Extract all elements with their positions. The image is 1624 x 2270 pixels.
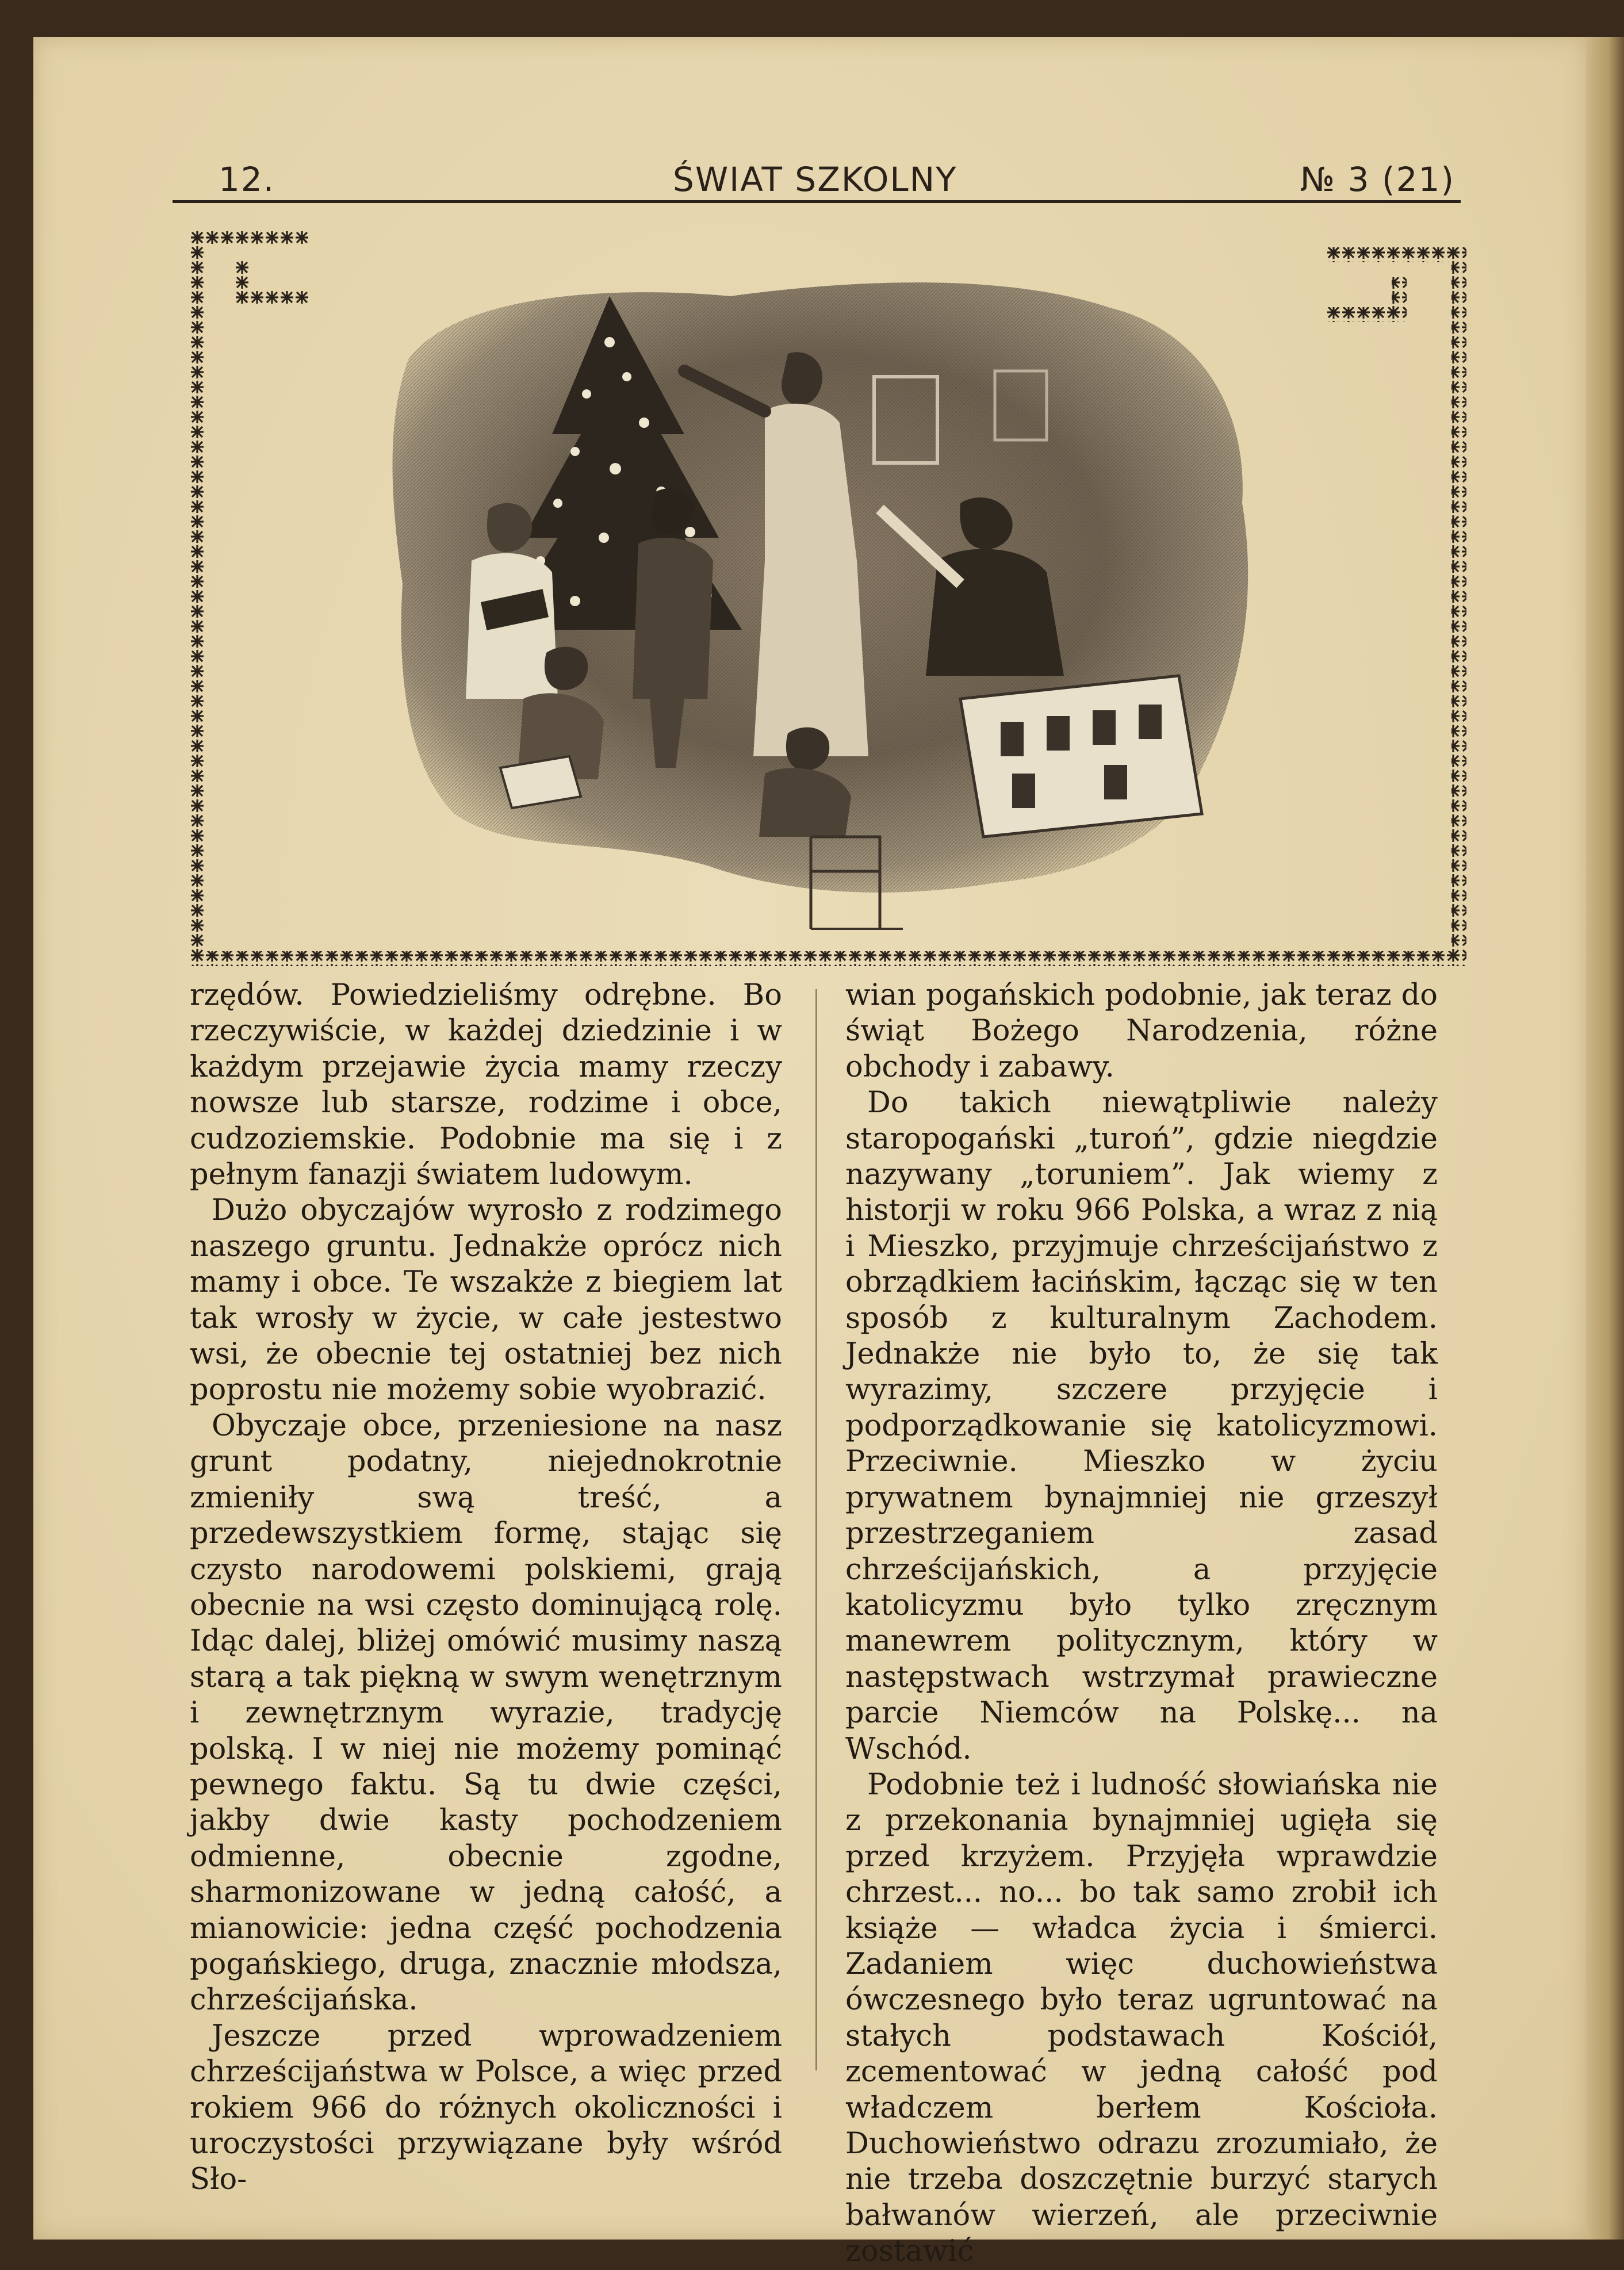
paragraph: rzędów. Powiedzieliśmy odrębne. Bo rzeczywiście, w każdej dziedzinie i w każdym przejawie życia mamy rzeczy nowsze lub starsze, rodzime i obce, cudzoziemskie. Podobnie ma się i z pełnym fanazji światem ludowym. <box>190 978 782 1192</box>
paragraph: Podobnie też i ludność słowiańska nie z przekonania bynajmniej ugięła się przed krzyżem. Przyjęła wprawdzie chrzest... no... bo tak samo zrobił ich książe — władca życia i śmierci. Zadaniem więc duchowieństwa ówczesnego było teraz ugruntować na stałych podstawach Kościół, zcementować w jedną całość pod władczem berłem Kościoła. Duchowieństwo odrazu zrozumiało, że nie trzeba doszczętnie burzyć starych bałwanów wierzeń, ale przeciwnie zostawić <box>845 1767 1438 2269</box>
christmas-tree-engraving-icon <box>385 262 1271 940</box>
left-column <box>190 978 782 2198</box>
page-number: 12. <box>219 160 275 199</box>
column-divider <box>815 989 817 2070</box>
magazine-title: ŚWIAT SZKOLNY <box>673 160 957 199</box>
binding-spine <box>1586 37 1624 2240</box>
paragraph: Obyczaje obce, przeniesione na nasz grunt podatny, niejednokrotnie zmieniły swą treść, a przedewszystkiem formę, stając się czysto narodowemi polskiemi, grają obecnie na wsi często dominującą rolę. Idąc dalej, bliżej omówić musimy naszą starą a tak piękną w swym wenętrznym i zewnętrznym wyrazie, tradycję polską. I w niej nie możemy pominąć pewnego faktu. Są tu dwie części, jakby dwie kasty pochodzeniem odmienne, obecnie zgodne, sharmonizowane w jedną całość, a mianowicie: jedna część pochodzenia pogańskiego, druga, znacznie młodsza, chrześcijańska. <box>190 1408 782 2018</box>
paragraph: wian pogańskich podobnie, jak teraz do świąt Bożego Narodzenia, różne obchody i zabawy. <box>845 978 1438 1084</box>
paragraph: Jeszcze przed wprowadzeniem chrześcijaństwa w Polsce, a więc przed rokiem 966 do różnych okoliczności i uroczystości przywiązane były wśród Sło- <box>190 2019 782 2197</box>
right-column <box>845 978 1438 2270</box>
page-header <box>173 154 1461 203</box>
issue-number: № 3 (21) <box>1300 160 1455 199</box>
paragraph: Dużo obyczajów wyrosło z rodzimego naszego gruntu. Jednakże oprócz nich mamy i obce. Te wszakże z biegiem lat tak wrosły w życie, w całe jestestwo wsi, że obecnie tej ostatniej bez nich poprostu nie możemy sobie wyobrazić. <box>190 1193 782 1407</box>
paragraph: Do takich niewątpliwie należy staropogański „turoń”, gdzie niegdzie nazywany „toruniem”. Jak wiemy z historji w roku 966 Polska, a wraz z nią i Mieszko, przyjmuje chrześcijaństwo z obrządkiem łacińskim, łącząc się w ten sposób z kulturalnym Zachodem. Jednakże nie było to, że się tak wyrazimy, szczere przyjęcie i podporządkowanie się katolicyzmowi. Przeciwnie. Mieszko w życiu prywatnem bynajmniej nie grzeszył przestrzeganiem zasad chrześcijańskich, a przyjęcie katolicyzmu było tylko zręcznym manewrem politycznym, który w następstwach wstrzymał prawieczne parcie Niemców na Polskę... na Wschód. <box>845 1086 1438 1766</box>
